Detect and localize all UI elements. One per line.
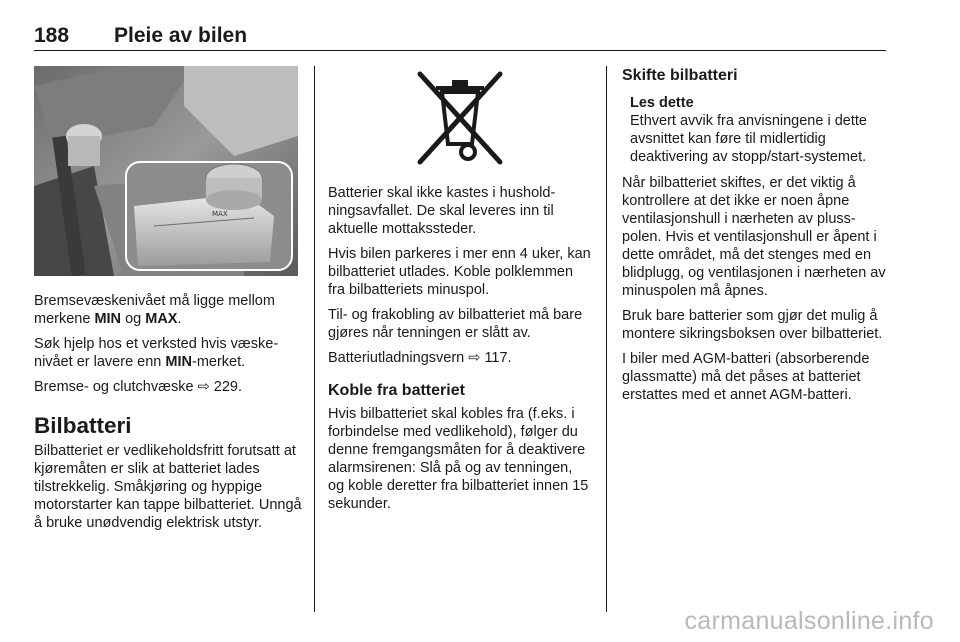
max-mark-label: MAX	[212, 210, 228, 218]
disconnect-paragraph: Hvis bilbatteriet skal kobles fra (f.eks. i forbindelse med vedlikehold), følger du denne fremgangsmåten for å deaktivere alarmsirenen: Slå på og av tenningen, og koble deretter fra bilbatteriet innen 15 sekunder.	[328, 406, 589, 512]
subheading-replace-battery: Skifte bilbatteri	[622, 67, 738, 84]
watermark: carmanualsonline.info	[684, 607, 934, 635]
agm-paragraph: I biler med AGM-batteri (absorberende glassmatte) må det påses at batteriet erstattes med et annet AGM-batteri.	[622, 351, 870, 403]
column-2	[328, 184, 592, 513]
page-link-117[interactable]: 117.	[484, 350, 512, 366]
page-reference-arrow-icon: ⇨	[468, 350, 481, 366]
max-mark: MAX	[145, 311, 178, 327]
fusebox-paragraph: Bruk bare batterier som gjør det mulig å montere sikringsboksen over bilbatteriet.	[622, 308, 883, 342]
column-1	[34, 292, 302, 532]
page-number: 188	[34, 24, 70, 47]
page-header	[34, 24, 886, 50]
connect-paragraph: Til- og frakobling av bilbatteriet må bare gjøres når tenningen er slått av.	[328, 307, 583, 341]
crossed-bin-icon	[408, 66, 512, 170]
brake-level-paragraph: Bremsevæskenivået må ligge mellom merkene MIN og MAX.	[34, 293, 275, 327]
battery-intro-paragraph: Bilbatteriet er vedlikeholdsfritt forutsatt at kjøremåten er slik at batteriet lades tilstrekkelig. Småkjøring og hyppige motorstarter kan tappe bilbatteriet. Unngå å bruke unødvendig elektrisk utstyr.	[34, 443, 302, 531]
ventilation-paragraph: Når bilbatteriet skiftes, er det viktig å kontrollere at det ikke er noen åpne ventilasjonshull i nærheten av plusspolen. Hvis et ventilasjonshull er åpent i dette området, må det stenges med en blidplugg, og ventilasjonen i nærheten av minuspolen må åpnes.	[622, 175, 886, 299]
header-rule	[34, 50, 886, 51]
brake-clutch-reference: Bremse- og clutchvæske ⇨ 229.	[34, 379, 243, 395]
note-box	[622, 94, 888, 166]
column-3	[622, 66, 888, 411]
brake-fluid-reservoir-photo	[34, 66, 298, 276]
section-heading-bilbatteri: Bilbatteri	[34, 413, 132, 438]
page-reference-arrow-icon: ⇨	[197, 379, 210, 395]
parking-paragraph: Hvis bilen parkeres i mer enn 4 uker, kan bilbatteriet utlades. Koble polklemmen fra bilbatteriets minuspol.	[328, 246, 591, 298]
subheading-disconnect: Koble fra batteriet	[328, 382, 465, 399]
workshop-paragraph: Søk hjelp hos et verksted hvis væskenivået er lavere enn MIN-merket.	[34, 336, 279, 370]
note-title: Les dette	[630, 95, 694, 111]
note-text: Ethvert avvik fra anvisningene i dette avsnittet kan føre til midlertidig deaktivering av stopp/start-systemet.	[630, 113, 867, 165]
page-title: Pleie av bilen	[114, 24, 248, 47]
min-mark-2: MIN	[165, 354, 192, 370]
min-mark: MIN	[94, 311, 122, 327]
column-divider-1	[314, 66, 315, 612]
page-link-229[interactable]: 229.	[213, 379, 243, 395]
discharge-protection-reference: Batteriutladningsvern ⇨ 117.	[328, 350, 512, 366]
column-divider-2	[606, 66, 607, 612]
disposal-paragraph: Batterier skal ikke kastes i husholdningsavfallet. De skal leveres inn til aktuelle mottakssteder.	[328, 185, 556, 237]
